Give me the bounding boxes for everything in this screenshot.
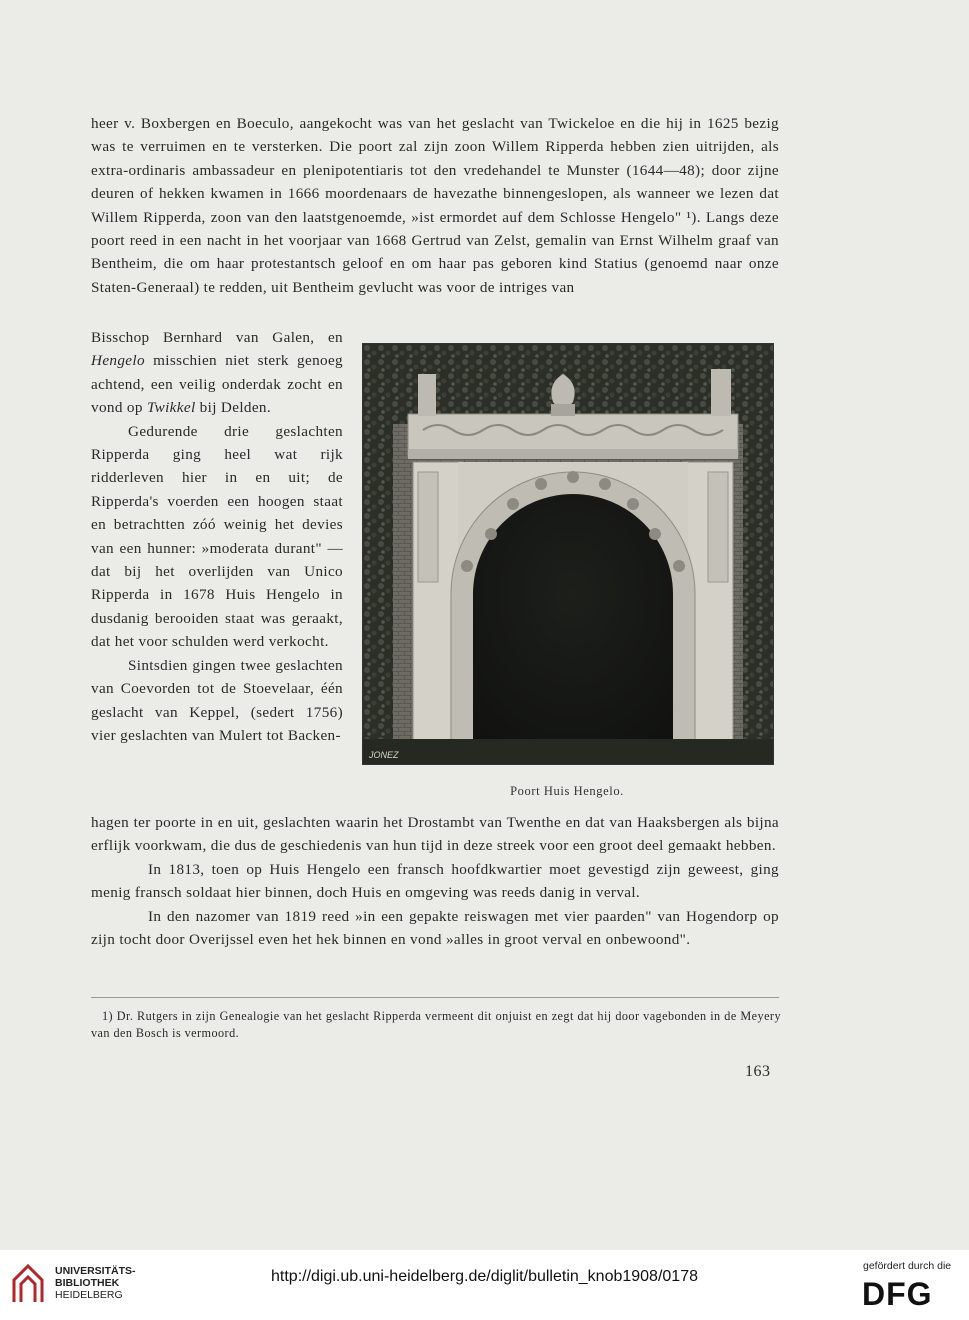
source-url-link[interactable]: http://digi.ub.uni-heidelberg.de/diglit/bulletin_knob1908/0178 (271, 1268, 698, 1285)
footnote-text: 1) Dr. Rutgers in zijn Genealogie van het geslacht Ripperda vermeent dit onjuist en zegt dat hij door vagebonden in de Meyery van den Bosch is vermoord. (91, 1009, 781, 1040)
hengelo-italic: Hengelo (91, 352, 145, 370)
left-finial (418, 374, 436, 416)
library-line-2: BIBLIOTHEK (55, 1277, 120, 1289)
paragraph-1819: In den nazomer van 1819 reed »in een gepakte reiswagen met vier paarden" van Hogendorp op zijn tocht door Overijssel even het hek binnen en vond »alles in groot verval en onbewoond". (91, 907, 779, 949)
photographer-signature: JONEZ (369, 750, 399, 760)
arch-opening (473, 494, 673, 744)
twikkel-italic: Twikkel (146, 399, 196, 417)
sponsor-label: gefördert durch die (863, 1260, 952, 1272)
dfg-logo: DFG (862, 1276, 933, 1312)
paragraph-after-text: hagen ter poorte in en uit, geslachten waarin het Drostambt van Twenthe en dat van Haaksbergen als bijna erflijk voorkwam, die dus de geschiedenis van hun tijd in deze streek voor een groot deel gemaakt hebben. (91, 814, 779, 855)
body-paragraph-after (91, 811, 779, 951)
paragraph-1813: In 1813, toen op Huis Hengelo een fransch hoofdkwartier moet gevestigd zijn geweest, ging menig fransch soldaat hier binnen, doch Huis en omgeving was reeds danig in verval. (91, 860, 779, 902)
col-p1-part-c: bij Delden. (195, 399, 272, 417)
right-finial (711, 369, 731, 416)
figure-caption: Poort Huis Hengelo. (510, 784, 624, 798)
paragraph-top-text: heer v. Boxbergen en Boeculo, aangekocht was van het geslacht van Twickeloe en die hij in 1625 bezig was te verruimen en te versterken. Die poort zal zijn zoon Willem Ripperda hebben zien uitrijden, als extra-ordinaris ambassadeur en plenipotentiaris tot den vredehandel te Munster (1644—48); door zijne deuren of hekken kwamen in 1666 moordenaars de havezathe binnengeslopen, als wanneer we lezen dat Willem Ripperda, zoon van den laatstgenoemde, »ist ermordet auf dem Schlosse Hengelo" ¹). Langs deze poort reed in een nacht in het voorjaar van 1668 Gertrud van Zelst, gemalin van Ernst Wilhelm graaf van Bentheim, die om haar protestantsch geloof en om haar pas geboren kind Statius (genoemd naar onze Staten-Generaal) te redden, uit Bentheim gevlucht was voor de intriges van (91, 115, 779, 296)
library-line-3: HEIDELBERG (55, 1289, 123, 1301)
footnote (91, 1008, 781, 1042)
column-paragraph-3: Sintsdien gingen twee geslachten van Coevorden tot de Stoevelaar, één geslacht van Keppel, (sedert 1756) vier geslachten van Mulert tot Backen- (91, 656, 343, 744)
body-paragraph-top (91, 112, 779, 299)
digitization-footer (0, 1250, 969, 1320)
gate-photograph (362, 343, 774, 765)
left-column-text (91, 326, 343, 747)
right-column (708, 472, 728, 582)
column-paragraph-2: Gedurende drie geslachten Ripperda ging heel wat rijk ridderleven hier in en uit; de Ripperda's voerden een hoogen staat en betrachtten zóó weinig het devies van een hunner: »moderata durant" — dat bij het overlijden van Unico Ripperda in 1678 Huis Hengelo in dusdanig berooiden staat was geraakt, dat het voor schulden werd verkocht. (91, 422, 343, 651)
footnote-divider (91, 997, 779, 998)
ground (363, 739, 773, 764)
gate-illustration (363, 344, 773, 764)
gate-cornice (408, 449, 738, 459)
column-paragraph-1 (91, 326, 343, 420)
left-column (418, 472, 438, 582)
col-p1-part-b: misschien niet sterk genoeg achtend, een veilig onderdak zocht en vond op (91, 352, 343, 417)
page-number: 163 (745, 1063, 771, 1080)
col-p1-part-a: Bisschop Bernhard van Galen, en (91, 329, 343, 346)
library-line-1: UNIVERSITÄTS- (55, 1265, 136, 1277)
